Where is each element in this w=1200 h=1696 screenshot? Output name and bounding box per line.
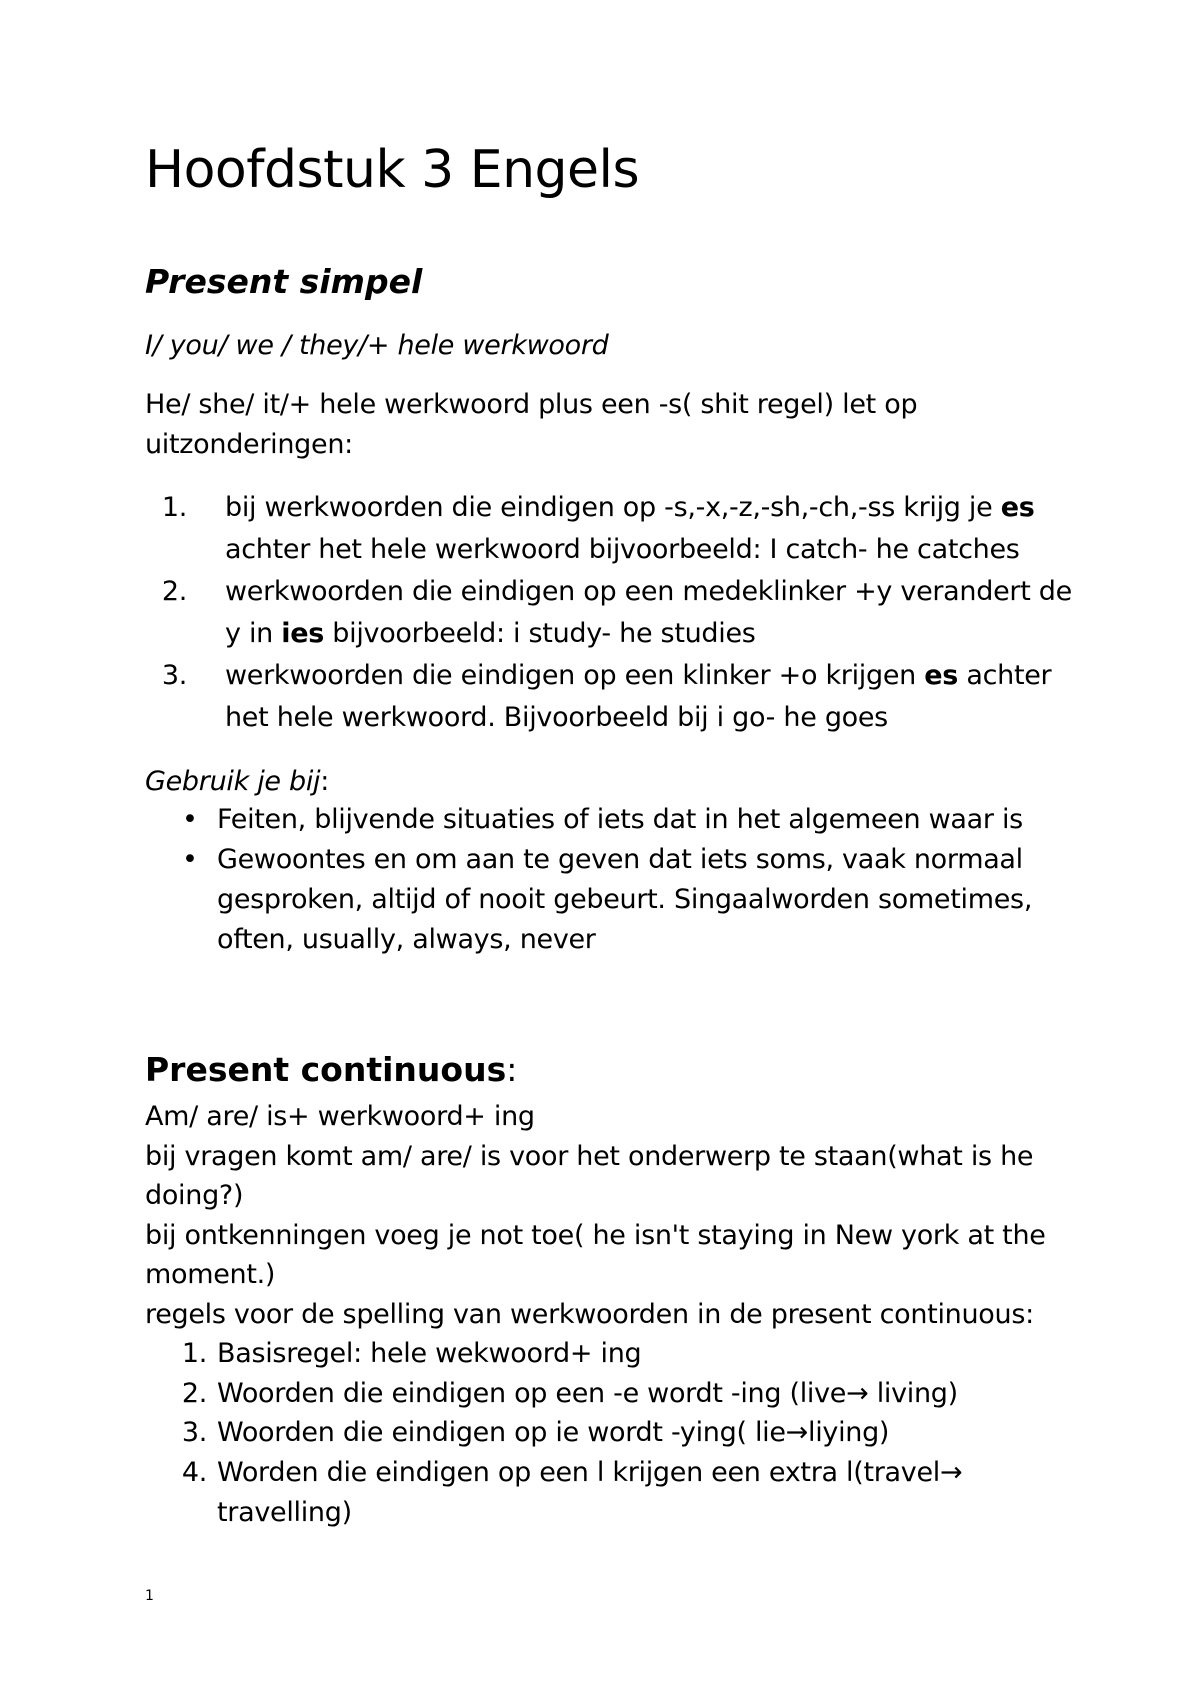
list-number: 3. bbox=[181, 1417, 207, 1448]
rule-line: uitzonderingen: bbox=[145, 429, 353, 460]
page-number: 1 bbox=[145, 1588, 154, 1604]
rule-line: I/ you/ we / they/+ hele werkwoord bbox=[145, 330, 609, 361]
body-line: doing?) bbox=[145, 1180, 244, 1211]
list-number: 4. bbox=[181, 1457, 207, 1488]
list-number: 1. bbox=[161, 492, 187, 523]
page-title: Hoofdstuk 3 Engels bbox=[145, 140, 640, 200]
body-line: Am/ are/ is+ werkwoord+ ing bbox=[145, 1101, 535, 1132]
list-number: 2. bbox=[161, 576, 187, 607]
body-line: moment.) bbox=[145, 1259, 276, 1290]
section-heading-present-simple: Present simpel bbox=[145, 262, 423, 301]
body-line: regels voor de spelling van werkwoorden in de present continuous: bbox=[145, 1299, 1034, 1330]
section-heading-present-continuous: Present continuous: bbox=[145, 1050, 518, 1089]
rule-line: He/ she/ it/+ hele werkwoord plus een -s( shit regel) let op bbox=[145, 389, 918, 420]
usage-label: Gebruik je bij: bbox=[145, 766, 330, 797]
bullet-icon: • bbox=[182, 804, 198, 835]
body-line: bij vragen komt am/ are/ is voor het onderwerp te staan(what is he bbox=[145, 1141, 1034, 1172]
body-line: bij ontkenningen voeg je not toe( he isn't staying in New york at the bbox=[145, 1220, 1046, 1251]
list-number: 1. bbox=[181, 1338, 207, 1369]
list-number: 3. bbox=[161, 660, 187, 691]
bullet-icon: • bbox=[182, 844, 198, 875]
list-number: 2. bbox=[181, 1378, 207, 1409]
